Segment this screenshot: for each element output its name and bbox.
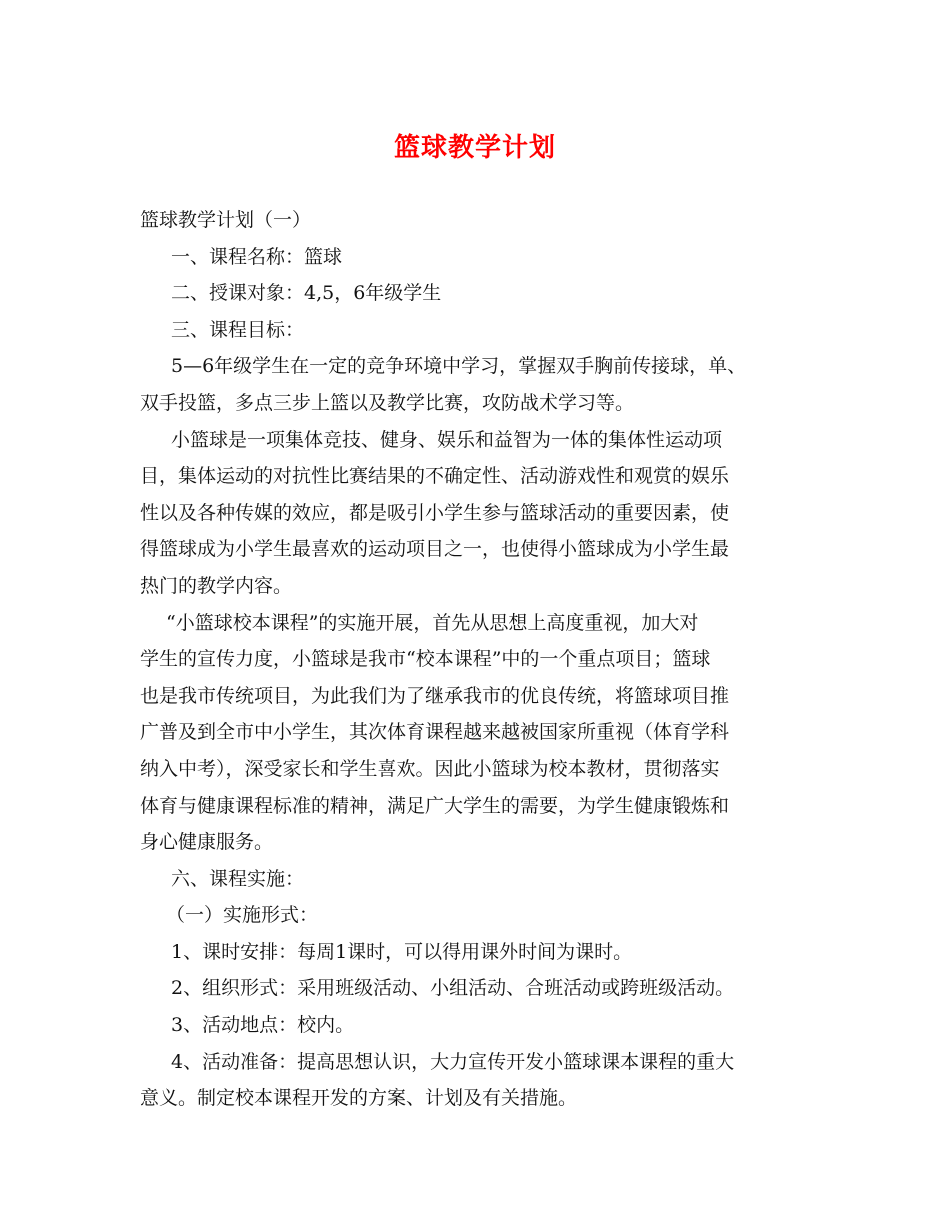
list-item: 1、课时安排：每周1课时，可以得用课外时间为课时。 xyxy=(171,940,633,963)
paragraph-line: 广普及到全市中小学生，其次体育课程越来越被国家所重视（体育学科 xyxy=(140,721,730,744)
audience-line: 二、授课对象：4,5，6年级学生 xyxy=(171,282,442,305)
paragraph-line: 目，集体运动的对抗性比赛结果的不确定性、活动游戏性和观赏的娱乐 xyxy=(140,465,730,488)
goals-heading: 三、课程目标： xyxy=(171,318,305,341)
paragraph-line: 纳入中考），深受家长和学生喜欢。因此小篮球为校本教材，贯彻落实 xyxy=(140,757,720,780)
implementation-heading: 六、课程实施： xyxy=(171,867,305,890)
paragraph-line: 5—6年级学生在一定的竞争环境中学习，掌握双手胸前传接球，单、 xyxy=(171,355,747,378)
section-heading: 篮球教学计划（一） xyxy=(140,209,312,231)
document-body xyxy=(140,202,820,1117)
list-item: 4、活动准备：提高思想认识，大力宣传开发小篮球课本课程的重大 xyxy=(171,1050,735,1073)
paragraph-line: 双手投篮，多点三步上篮以及教学比赛，攻防战术学习等。 xyxy=(140,391,635,414)
paragraph-line: 学生的宣传力度，小篮球是我市“校本课程”中的一个重点项目；篮球 xyxy=(140,648,711,671)
paragraph-line: 小篮球是一项集体竞技、健身、娱乐和益智为一体的集体性运动项 xyxy=(171,428,723,451)
paragraph-line: 热门的教学内容。 xyxy=(140,574,293,597)
paragraph-line: 也是我市传统项目，为此我们为了继承我市的优良传统，将篮球项目推 xyxy=(140,684,730,707)
course-name-line: 一、课程名称：篮球 xyxy=(171,245,343,268)
list-item: 3、活动地点：校内。 xyxy=(171,1014,355,1037)
document-title: 篮球教学计划 xyxy=(393,133,556,163)
paragraph-line: 性以及各种传媒的效应，都是吸引小学生参与篮球活动的重要因素，使 xyxy=(140,501,730,524)
paragraph-line: “小篮球校本课程”的实施开展，首先从思想上高度重视，加大对 xyxy=(166,611,699,634)
paragraph-line: 身心健康服务。 xyxy=(140,831,274,854)
list-item: 2、组织形式：采用班级活动、小组活动、合班活动或跨班级活动。 xyxy=(171,977,735,1000)
paragraph-line: 得篮球成为小学生最喜欢的运动项目之一，也使得小篮球成为小学生最 xyxy=(140,538,730,561)
implementation-subheading: （一）实施形式： xyxy=(166,904,319,927)
paragraph-line: 体育与健康课程标准的精神，满足广大学生的需要，为学生健康锻炼和 xyxy=(140,794,730,817)
paragraph-line: 意义。制定校本课程开发的方案、计划及有关措施。 xyxy=(140,1087,578,1110)
